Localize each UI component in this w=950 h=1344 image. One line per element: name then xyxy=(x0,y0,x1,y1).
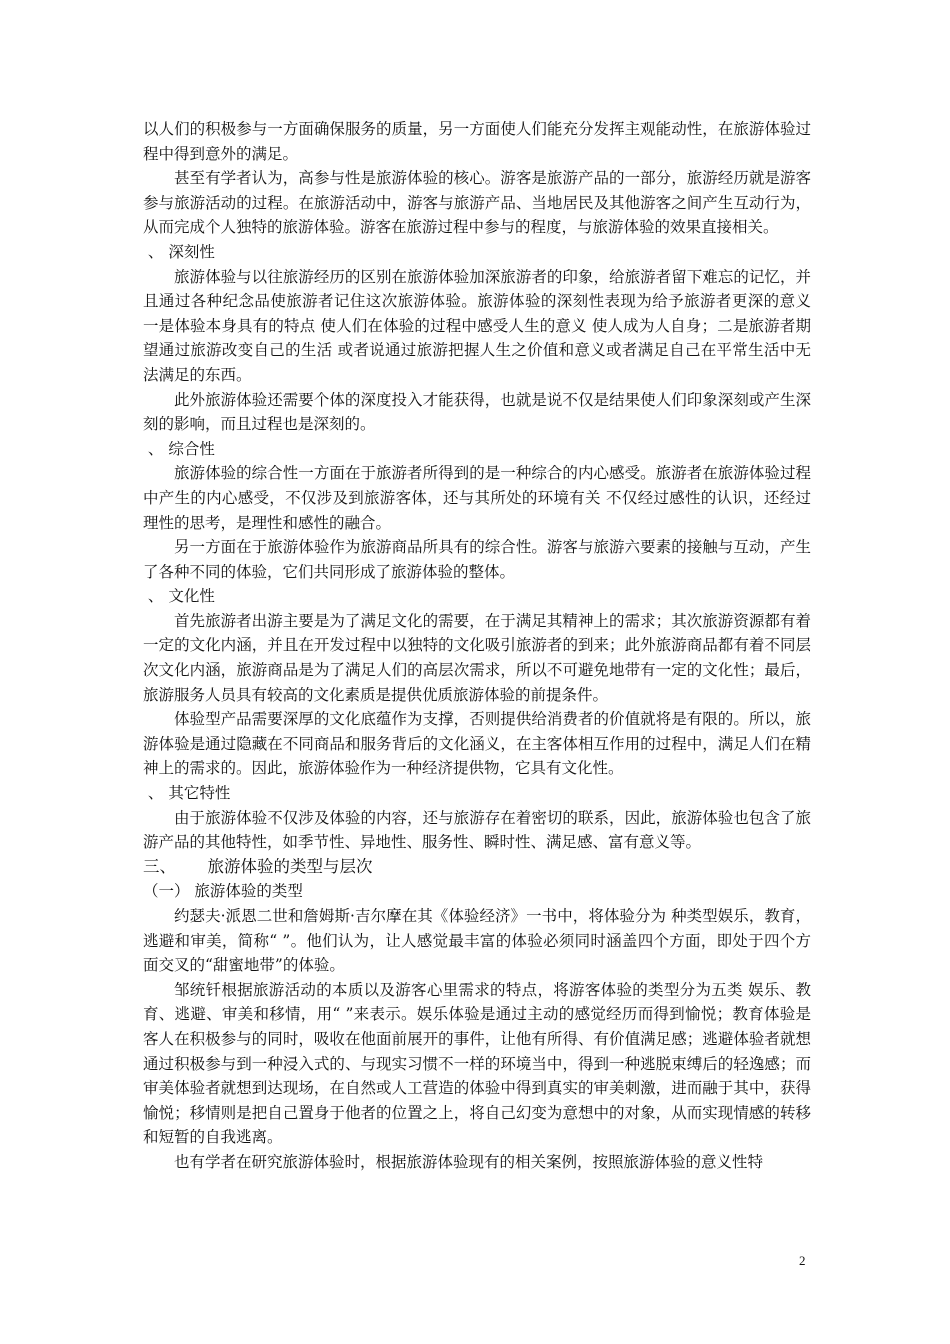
subsection-heading: 、 深刻性 xyxy=(143,242,215,261)
paragraph: 另一方面在于旅游体验作为旅游商品所具有的综合性。游客与旅游六要素的接触与互动，产生了各种不同的体验，它们共同形成了旅游体验的整体。 xyxy=(143,538,811,581)
paragraph: 体验型产品需要深厚的文化底蕴作为支撑，否则提供给消费者的价值就将是有限的。所以，旅游体验是通过隐藏在不同商品和服务背后的文化涵义，在主客体相互作用的过程中，满足人们在精神上的需求的。因此，旅游体验作为一种经济提供物，它具有文化性。 xyxy=(143,710,811,778)
paragraph-continued: 以人们的积极参与一方面确保服务的质量，另一方面使人们能充分发挥主观能动性，在旅游体验过程中得到意外的满足。 xyxy=(143,120,811,163)
paragraph: 旅游体验与以往旅游经历的区别在旅游体验加深旅游者的印象，给旅游者留下难忘的记忆，并且通过各种纪念品使旅游者记住这次旅游体验。旅游体验的深刻性表现为给予旅游者更深的意义 一是体验本身具有的特点 使人们在体验的过程中感受人生的意义 使人成为人自身；二是旅游者期望通过旅游改变自己的生活 或者说通过旅游把握人生之价值和意义或者满足自己在平常生活中无法满足的东西。 xyxy=(143,267,811,384)
paragraph: 邹统钎根据旅游活动的本质以及游客心里需求的特点，将游客体验的类型分为五类 娱乐、教育、逃避、审美和移情，用“ ”来表示。娱乐体验是通过主动的感觉经历而得到愉悦；教育体验是客人在积极参与的同时，吸收在他面前展开的事件，让他有所得、有价值满足感；逃避体验者就想通过积极参与到一种浸入式的、与现实习惯不一样的环境当中，得到一种逃脱束缚后的轻逸感；而审美体验者就想到达现场，在自然或人工营造的体验中得到真实的审美刺激，进而融于其中，获得愉悦；移情则是把自己置身于他者的位置之上，将自己幻变为意想中的对象，从而实现情感的转移和短暂的自我逃离。 xyxy=(143,980,811,1147)
paragraph: 此外旅游体验还需要个体的深度投入才能获得，也就是说不仅是结果使人们印象深刻或产生深刻的影响，而且过程也是深刻的。 xyxy=(143,390,811,434)
subsection-heading: 、 文化性 xyxy=(143,587,215,606)
paragraph: 首先旅游者出游主要是为了满足文化的需要，在于满足其精神上的需求；其次旅游资源都有着一定的文化内涵，并且在开发过程中以独特的文化吸引旅游者的到来；此外旅游商品都有着不同层次文化内涵，旅游商品是为了满足人们的高层次需求，所以不可避免地带有一定的文化性；最后，旅游服务人员具有较高的文化素质是提供优质旅游体验的前提条件。 xyxy=(143,611,811,704)
paragraph: 旅游体验的综合性一方面在于旅游者所得到的是一种综合的内心感受。旅游者在旅游体验过程中产生的内心感受，不仅涉及到旅游客体，还与其所处的环境有关 不仅经过感性的认识，还经过理性的思考，是理性和感性的融合。 xyxy=(143,464,811,532)
subsection-heading: 、 综合性 xyxy=(143,439,215,458)
paragraph: 也有学者在研究旅游体验时，根据旅游体验现有的相关案例，按照旅游体验的意义性特 xyxy=(174,1152,764,1171)
document-body xyxy=(143,117,811,1175)
page-number: 2 xyxy=(799,1253,806,1268)
section-heading: 三、 旅游体验的类型与层次 xyxy=(143,856,373,876)
paragraph: 甚至有学者认为，高参与性是旅游体验的核心。游客是旅游产品的一部分，旅游经历就是游客参与旅游活动的过程。在旅游活动中，游客与旅游产品、当地居民及其他游客之间产生互动行为，从而完成个人独特的旅游体验。游客在旅游过程中参与的程度，与旅游体验的效果直接相关。 xyxy=(143,169,811,237)
subsection-heading: （一） 旅游体验的类型 xyxy=(143,882,303,901)
paragraph: 约瑟夫·派恩二世和詹姆斯·吉尔摩在其《体验经济》一书中，将体验分为 种类型娱乐，教育，逃避和审美，简称“ ”。他们认为，让人感觉最丰富的体验必须同时涵盖四个方面，即处于四个方面交叉的“甜蜜地带”的体验。 xyxy=(143,907,811,975)
paragraph: 由于旅游体验不仅涉及体验的内容，还与旅游存在着密切的联系，因此，旅游体验也包含了旅游产品的其他特性，如季节性、异地性、服务性、瞬时性、满足感、富有意义等。 xyxy=(143,808,811,852)
subsection-heading: 、 其它特性 xyxy=(143,784,231,803)
